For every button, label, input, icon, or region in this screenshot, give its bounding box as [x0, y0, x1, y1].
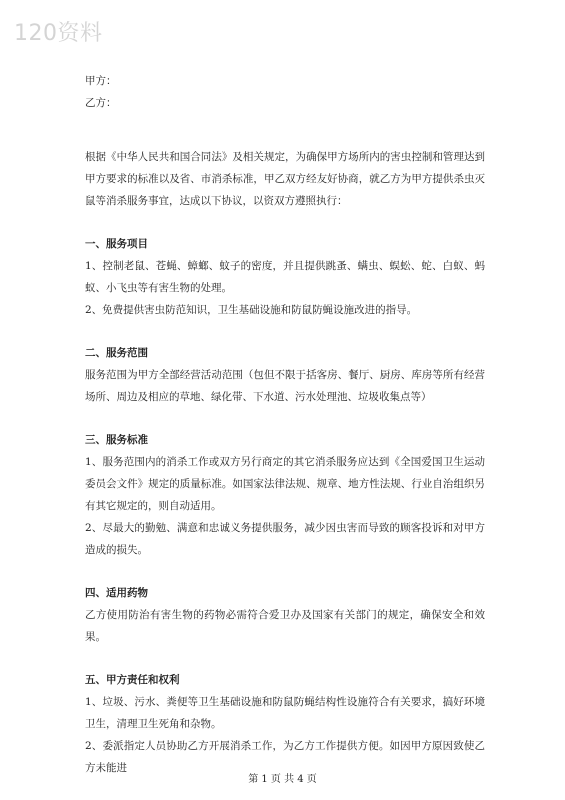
section-paragraph: 1、控制老鼠、苍蝇、蟑螂、蚊子的密度，并且提供跳蚤、螨虫、蜈蚣、蛇、白蚁、蚂蚁、小飞虫等有害生物的处理。	[85, 260, 485, 294]
section-heading-service-items: 一、服务项目	[85, 238, 148, 250]
page-number-footer: 第 1 页 共 4 页	[248, 774, 317, 785]
party-b-line: 乙方：	[85, 97, 117, 109]
section-paragraph: 1、服务范围内的消杀工作或双方另行商定的其它消杀服务应达到《全国爱国卫生运动委员会文件》规定的质量标准。如国家法律法规、规章、地方性法规、行业自治组织另有其它规定的，则自动适用。	[85, 456, 485, 512]
section-paragraph: 乙方使用防治有害生物的药物必需符合爱卫办及国家有关部门的规定，确保安全和效果。	[85, 609, 485, 643]
spacer	[85, 114, 485, 146]
spacer	[85, 408, 485, 429]
section-heading-party-a-duties: 五、甲方责任和权利	[85, 674, 180, 686]
section-paragraph: 2、尽最大的勤勉、满意和忠诚义务提供服务，减少因虫害而导致的顾客投诉和对甲方造成的损失。	[85, 522, 485, 556]
spacer	[85, 648, 485, 669]
section-paragraph: 2、委派指定人员协助乙方开展消杀工作，为乙方工作提供方便。如因甲方原因致使乙方未能进	[85, 740, 485, 774]
party-a-line: 甲方：	[85, 75, 117, 87]
document-body	[85, 70, 485, 779]
section-heading-applicable-agents: 四、适用药物	[85, 587, 148, 599]
section-paragraph: 2、免费提供害虫防范知识，卫生基础设施和防鼠防蝇设施改进的指导。	[85, 304, 418, 316]
watermark: 120资料	[14, 21, 103, 46]
spacer	[85, 212, 485, 233]
spacer	[85, 321, 485, 342]
spacer	[85, 561, 485, 582]
section-paragraph: 1、垃圾、污水、粪便等卫生基础设施和防鼠防蝇结构性设施符合有关要求，搞好环境卫生，清理卫生死角和杂物。	[85, 696, 485, 730]
section-paragraph: 服务范围为甲方全部经营活动范围（包但不限于括客房、餐厅、厨房、库房等所有经营场所、周边及相应的草地、绿化带、下水道、污水处理池、垃圾收集点等）	[85, 369, 485, 403]
section-heading-service-scope: 二、服务范围	[85, 347, 148, 359]
section-heading-service-standard: 三、服务标准	[85, 434, 148, 446]
intro-paragraph: 根据《中华人民共和国合同法》及相关规定，为确保甲方场所内的害虫控制和管理达到甲方要求的标准以及省、市消杀标准，甲乙双方经友好协商，就乙方为甲方提供杀虫灭鼠等消杀服务事宜，达成以下协议，以资双方遵照执行：	[85, 151, 485, 207]
